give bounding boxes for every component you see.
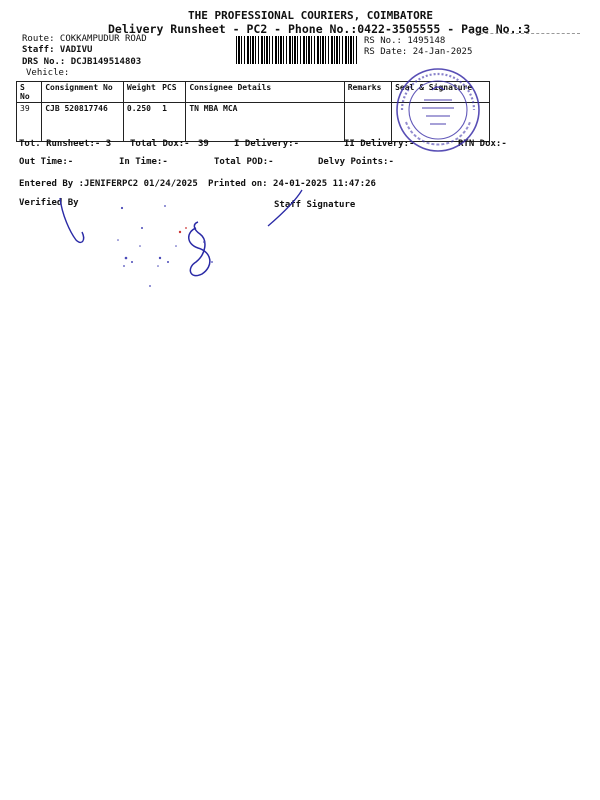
rtn-dox: RTN Dox:-: [458, 139, 507, 149]
verified-by-label: Verified By: [19, 198, 79, 208]
total-pod: Total POD:-: [214, 157, 274, 167]
printed-on: Printed on: 24-01-2025 11:47:26: [208, 179, 376, 189]
header-seal: Seal & Signature: [392, 82, 490, 103]
header-sno: S No: [17, 82, 42, 103]
route-label: Route: COKKAMPUDUR ROAD: [22, 34, 147, 44]
rs-number: RS No.: 1495148: [364, 36, 446, 46]
cell-consignment: CJB 520817746: [42, 103, 124, 142]
entered-by: Entered By :JENIFERPC2 01/24/2025: [19, 179, 198, 189]
header-remarks: Remarks: [344, 82, 391, 103]
cell-weight: 0.250: [123, 103, 159, 142]
vehicle-label: Vehicle:: [26, 68, 70, 78]
scribble-figure-eight: [189, 222, 210, 276]
rs-date: RS Date: 24-Jan-2025: [364, 47, 473, 57]
staff-signature-mark: [268, 190, 302, 226]
verified-by-signature: [60, 198, 84, 242]
header-consignee: Consignee Details: [186, 82, 344, 103]
total-dox-label: Total Dox:-: [130, 139, 190, 149]
document-subtitle: Delivery Runsheet - PC2 - Phone No.:0422-3505555 - Page No.:3: [108, 22, 531, 36]
in-time: In Time:-: [119, 157, 168, 167]
document-title: THE PROFESSIONAL COURIERS, COIMBATORE: [188, 9, 434, 22]
out-time: Out Time:-: [19, 157, 74, 167]
delvy-points: Delvy Points:-: [318, 157, 394, 167]
tot-runsheet: Tot. Runsheet:- 3: [19, 139, 112, 149]
header-weight: Weight: [123, 82, 159, 103]
header-consignment: Consignment No: [42, 82, 124, 103]
cell-sno: 39: [17, 103, 42, 142]
ii-delivery: II Delivery:-: [344, 139, 415, 149]
i-delivery: I Delivery:-: [234, 139, 300, 149]
cell-consignee: TN MBA MCA: [186, 103, 344, 142]
total-dox-value: 39: [198, 139, 209, 149]
drs-number: DRS No.: DCJB149514803: [22, 57, 142, 67]
header-pcs: PCS: [159, 82, 186, 103]
staff-signature-label: Staff Signature: [274, 200, 356, 210]
staff-label: Staff: VADIVU: [22, 45, 93, 55]
cell-pcs: 1: [159, 103, 186, 142]
